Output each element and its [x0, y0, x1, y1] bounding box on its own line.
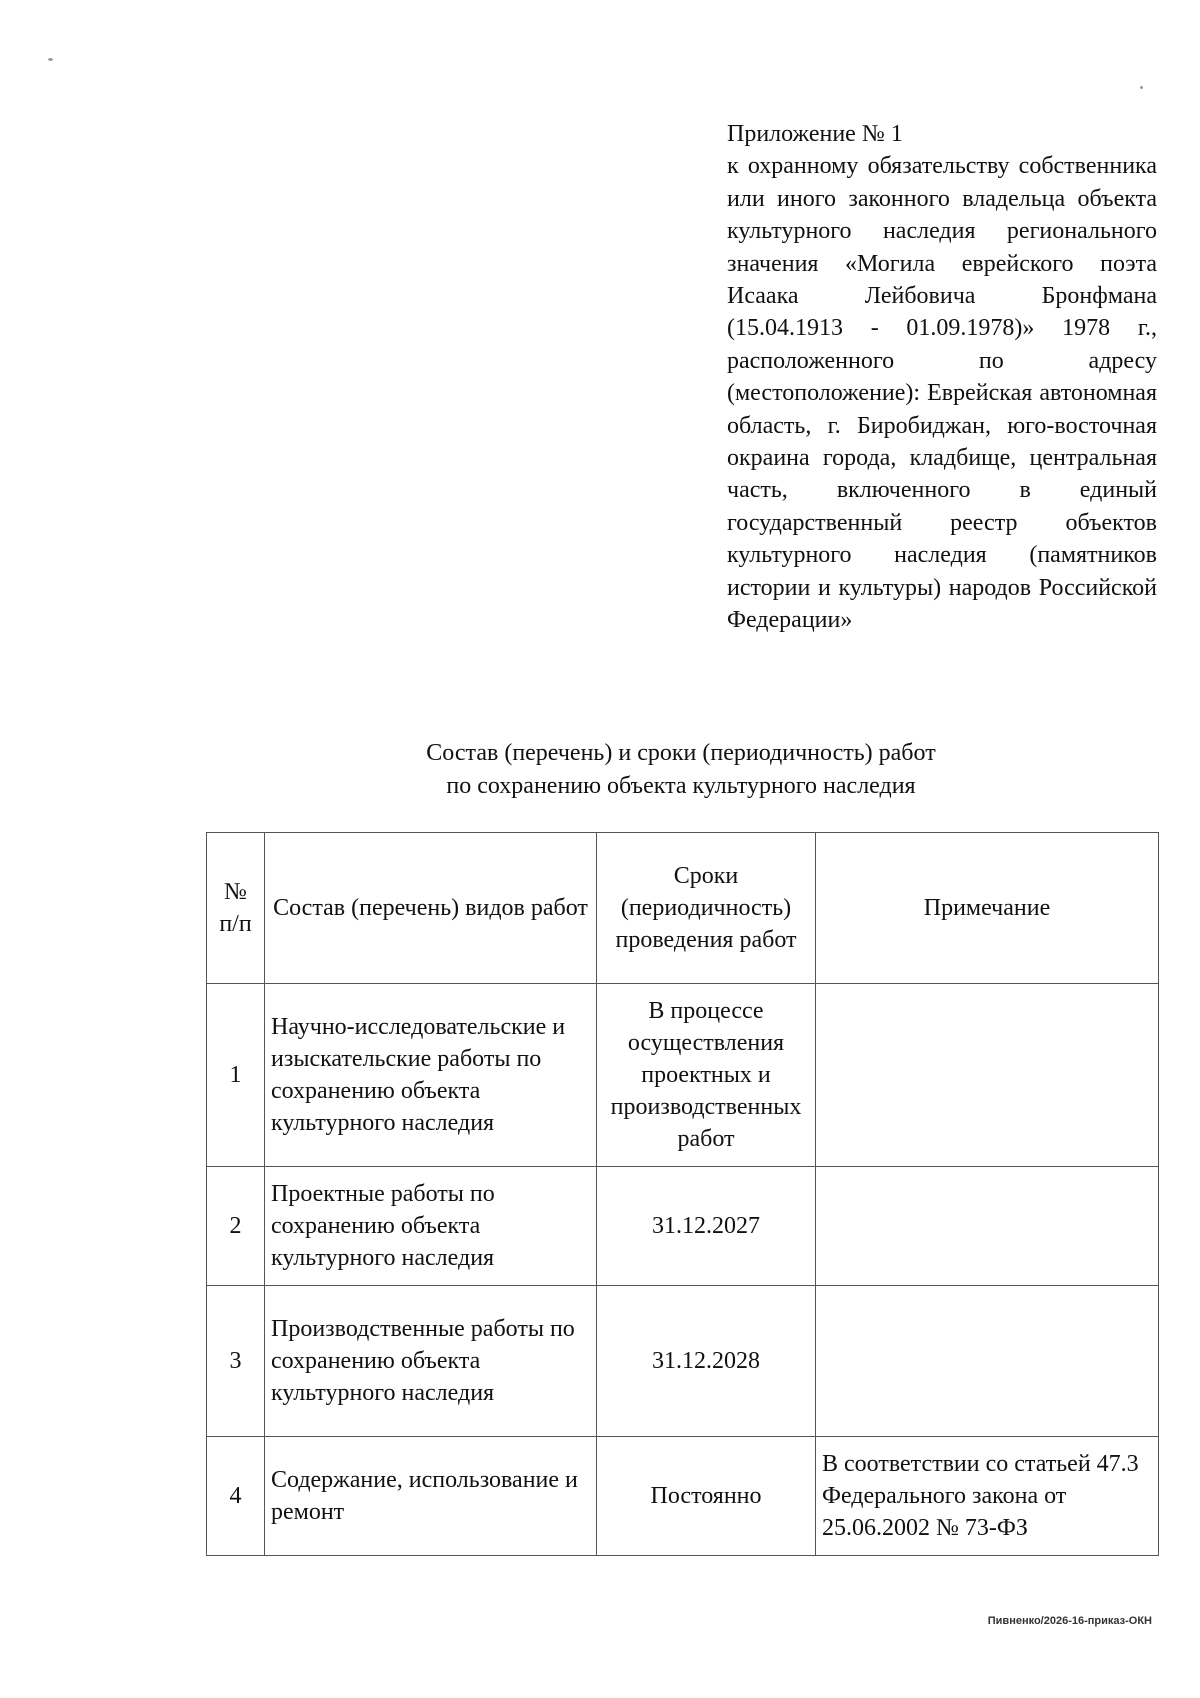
row-term: Постоянно	[597, 1437, 816, 1556]
document-heading	[206, 737, 1156, 803]
row-term: В процессе осуществления проектных и производственных работ	[597, 984, 816, 1167]
table-row	[207, 1437, 1159, 1556]
row-name: Производственные работы по сохранению объекта культурного наследия	[265, 1286, 597, 1437]
appendix-text: к охранному обязательству собственника или иного законного владельца объекта культурного наследия регионального значения «Могила еврейского поэта Исаака Лейбовича Бронфмана (15.04.1913 - 01.09.1978)» 1978 г., расположенного по адресу (местоположение): Еврейская автономная область, г. Биробиджан, юго-восточная окраина города, кладбище, центральная часть, включенного в единый государственный реестр объектов культурного наследия (памятников истории и культуры) народов Российской Федерации»	[727, 153, 1157, 634]
row-note: В соответствии со статьей 47.3 Федерального закона от 25.06.2002 № 73-ФЗ	[816, 1437, 1159, 1556]
appendix-title: Приложение № 1	[727, 121, 903, 147]
header-name: Состав (перечень) видов работ	[265, 833, 597, 984]
header-term: Сроки (периодичность) проведения работ	[597, 833, 816, 984]
heading-line-1: Состав (перечень) и сроки (периодичность) работ	[426, 740, 936, 766]
row-term: 31.12.2028	[597, 1286, 816, 1437]
row-num: 1	[207, 984, 265, 1167]
document-registration-mark: Пивненко/2026-16-приказ-ОКН	[987, 1615, 1152, 1627]
row-num: 4	[207, 1437, 265, 1556]
table-row	[207, 1286, 1159, 1437]
works-table	[206, 832, 1159, 1556]
row-num: 2	[207, 1167, 265, 1286]
heading-line-2: по сохранению объекта культурного наследия	[446, 773, 916, 799]
row-name: Содержание, использование и ремонт	[265, 1437, 597, 1556]
row-note	[816, 1286, 1159, 1437]
appendix-block	[727, 118, 1157, 637]
header-note: Примечание	[816, 833, 1159, 984]
row-num: 3	[207, 1286, 265, 1437]
table-row	[207, 1167, 1159, 1286]
table-row	[207, 984, 1159, 1167]
scan-speck	[48, 58, 53, 61]
table-header-row	[207, 833, 1159, 984]
row-note	[816, 984, 1159, 1167]
scan-speck	[1140, 86, 1143, 89]
header-num: № п/п	[207, 833, 265, 984]
row-name: Научно-исследовательские и изыскательские работы по сохранению объекта культурного наследия	[265, 984, 597, 1167]
row-note	[816, 1167, 1159, 1286]
row-name: Проектные работы по сохранению объекта культурного наследия	[265, 1167, 597, 1286]
row-term: 31.12.2027	[597, 1167, 816, 1286]
